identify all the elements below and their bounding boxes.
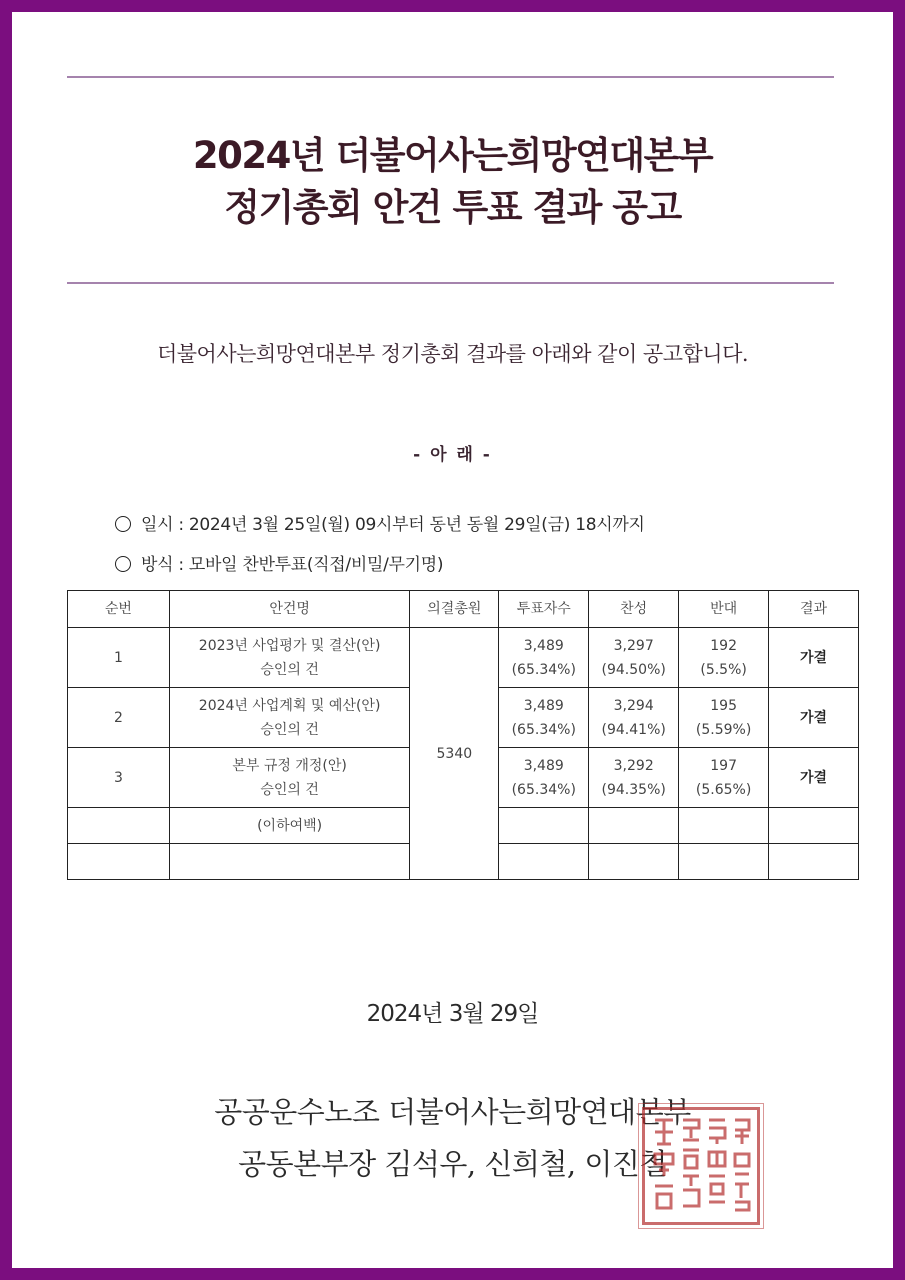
agenda-name-line: 승인의 건 — [260, 661, 319, 678]
header-cell: 반대 — [679, 591, 769, 628]
row-number: 2 — [68, 688, 170, 748]
empty-cell — [499, 844, 589, 880]
yes-cell — [589, 628, 679, 688]
empty-cell — [769, 808, 859, 844]
top-divider — [67, 76, 834, 78]
org-leaders: 공동본부장 김석우, 신희철, 이진철 — [238, 1147, 667, 1181]
header-cell: 투표자수 — [499, 591, 589, 628]
result-cell: 가결 — [769, 748, 859, 808]
yes-count: 3,294 — [613, 697, 654, 714]
voters-count: 3,489 — [523, 697, 564, 714]
result-cell: 가결 — [769, 688, 859, 748]
no-count: 195 — [710, 697, 737, 714]
agenda-name — [169, 628, 410, 688]
header-cell: 순번 — [68, 591, 170, 628]
bottom-divider — [67, 282, 834, 284]
voters-cell — [499, 748, 589, 808]
row-number: 3 — [68, 748, 170, 808]
no-cell — [679, 748, 769, 808]
empty-cell — [679, 844, 769, 880]
notice-date: 2024년 3월 29일 — [366, 1001, 539, 1027]
official-seal-stamp — [642, 1107, 760, 1225]
circle-bullet-icon — [115, 516, 131, 532]
voters-pct: (65.34%) — [511, 661, 576, 678]
empty-cell — [68, 808, 170, 844]
info-method — [115, 550, 443, 575]
table-header-row — [68, 591, 859, 628]
result-cell: 가결 — [769, 628, 859, 688]
voters-pct: (65.34%) — [511, 781, 576, 798]
no-cell — [679, 688, 769, 748]
row-number: 1 — [68, 628, 170, 688]
empty-cell — [589, 844, 679, 880]
empty-cell — [68, 844, 170, 880]
info-method-text: 방식 : 모바일 찬반투표(직접/비밀/무기명) — [141, 555, 444, 575]
below-label: - 아 래 - — [413, 445, 492, 465]
voters-count: 3,489 — [523, 637, 564, 654]
title-line-2: 정기총회 안건 투표 결과 공고 — [224, 186, 681, 229]
no-count: 197 — [710, 757, 737, 774]
header-cell: 찬성 — [589, 591, 679, 628]
page-title — [12, 130, 893, 234]
intro-text: 더불어사는희망연대본부 정기총회 결과를 아래와 같이 공고합니다. — [156, 342, 749, 366]
no-pct: (5.59%) — [695, 721, 752, 738]
title-line-1: 2024년 더불어사는희망연대본부 — [192, 134, 713, 177]
agenda-name-line: 본부 규정 개정(안) — [232, 757, 347, 774]
voters-pct: (65.34%) — [511, 721, 576, 738]
document-page — [12, 12, 893, 1268]
seal-glyphs-icon — [645, 1110, 757, 1222]
yes-pct: (94.50%) — [601, 661, 666, 678]
info-datetime-text: 일시 : 2024년 3월 25일(월) 09시부터 동년 동월 29일(금) 18시까지 — [141, 515, 645, 535]
agenda-name — [169, 748, 410, 808]
vote-results-table — [67, 590, 859, 880]
yes-cell — [589, 688, 679, 748]
yes-pct: (94.41%) — [601, 721, 666, 738]
empty-cell — [499, 808, 589, 844]
agenda-name-line: 2024년 사업계획 및 예산(안) — [198, 697, 381, 714]
empty-cell — [169, 844, 410, 880]
no-count: 192 — [710, 637, 737, 654]
header-cell: 안건명 — [169, 591, 410, 628]
org-name: 공공운수노조 더불어사는희망연대본부 — [214, 1095, 691, 1129]
voters-cell — [499, 628, 589, 688]
yes-cell — [589, 748, 679, 808]
empty-cell — [589, 808, 679, 844]
no-pct: (5.5%) — [700, 661, 747, 678]
no-pct: (5.65%) — [695, 781, 752, 798]
yes-pct: (94.35%) — [601, 781, 666, 798]
voters-cell — [499, 688, 589, 748]
no-cell — [679, 628, 769, 688]
yes-count: 3,292 — [613, 757, 654, 774]
total-members: 5340 — [410, 628, 499, 880]
agenda-name-line: 승인의 건 — [260, 781, 319, 798]
info-datetime — [115, 510, 645, 535]
yes-count: 3,297 — [613, 637, 654, 654]
table-row — [68, 628, 859, 688]
voters-count: 3,489 — [523, 757, 564, 774]
agenda-name-line: 2023년 사업평가 및 결산(안) — [198, 637, 381, 654]
blank-note: (이하여백) — [169, 808, 410, 844]
header-cell: 의결총원 — [410, 591, 499, 628]
header-cell: 결과 — [769, 591, 859, 628]
empty-cell — [679, 808, 769, 844]
empty-cell — [769, 844, 859, 880]
agenda-name — [169, 688, 410, 748]
circle-bullet-icon — [115, 556, 131, 572]
agenda-name-line: 승인의 건 — [260, 721, 319, 738]
